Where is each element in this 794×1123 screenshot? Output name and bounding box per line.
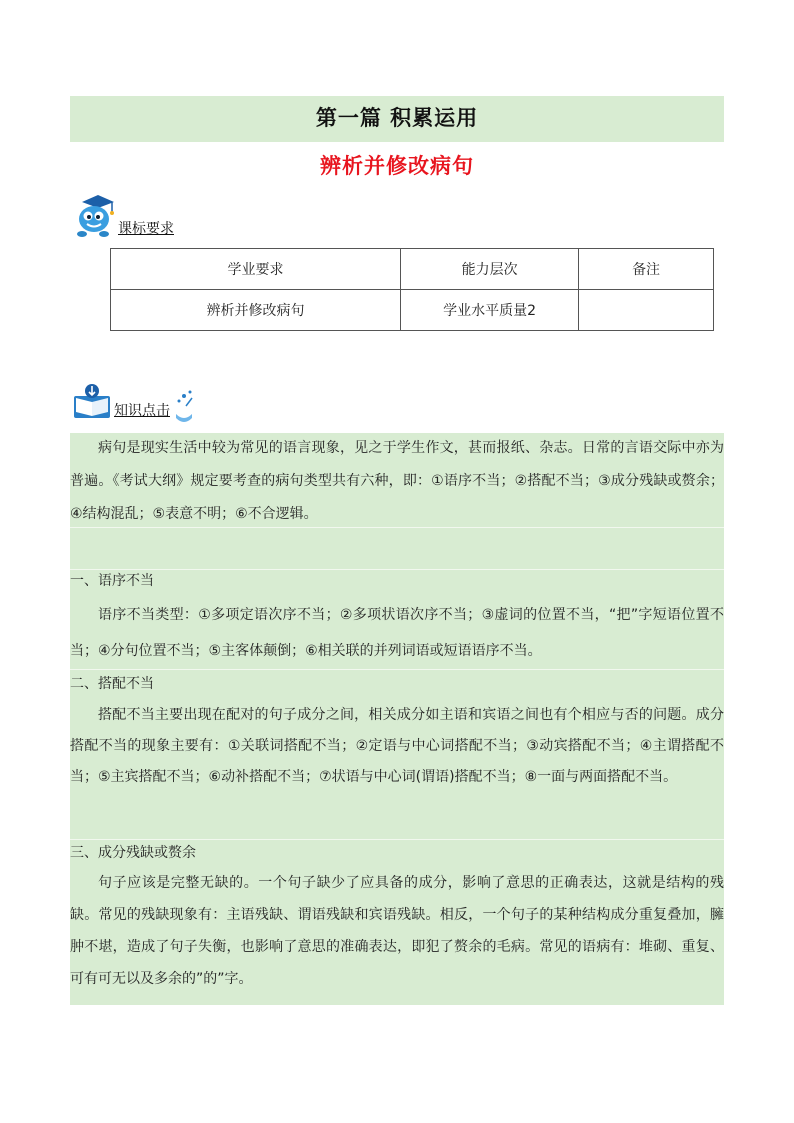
section-heading: 三、成分残缺或赘余 [70,845,196,861]
sparkle-icon [172,388,196,422]
mascot-icon [72,192,116,240]
table-header-row [111,249,714,290]
section-body: 句子应该是完整无缺的。一个句子缺少了应具备的成分，影响了意思的正确表达，这就是结构的残缺。常见的残缺现象有：主语残缺、谓语残缺和宾语残缺。相反，一个句子的某种结构成分重复叠加，臃肿不堪，造成了句子失衡，也影响了意思的准确表达，即犯了赘余的毛病。常见的语病有：堆砌、重复、可有可无以及多余的”的”字。 [70,875,724,987]
page-title: 第一篇 积累运用 [315,106,479,130]
table-cell [579,290,714,331]
book-icon [72,382,112,422]
document-subtitle: 辨析并修改病句 [320,154,474,178]
knowledge-section-header [72,382,196,422]
knowledge-label: 知识点击 [114,403,170,419]
requirements-label: 课标要求 [118,221,174,237]
table-header-cell: 备注 [579,249,714,290]
table-cell: 学业水平质量2 [401,290,579,331]
table-header-cell: 学业要求 [111,249,401,290]
requirements-section-header [72,192,174,240]
divider [70,839,724,840]
section-body: 搭配不当主要出现在配对的句子成分之间，相关成分如主语和宾语之间也有个相应与否的问题。成分搭配不当的现象主要有：①关联词搭配不当；②定语与中心词搭配不当；③动宾搭配不当；④主谓搭配不当；⑤主宾搭配不当；⑥动补搭配不当；⑦状语与中心词(谓语)搭配不当；⑧一面与两面搭配不当。 [70,707,724,785]
divider [70,669,724,670]
section-heading: 二、搭配不当 [70,676,154,692]
table-cell: 辨析并修改病句 [111,290,401,331]
divider [70,569,724,570]
section-heading: 一、语序不当 [70,573,154,589]
table-row [111,290,714,331]
intro-paragraph: 病句是现实生活中较为常见的语言现象，见之于学生作文，甚而报纸、杂志。日常的言语交际中亦为普遍。《考试大纲》规定要考查的病句类型共有六种，即：①语序不当；②搭配不当；③成分残缺或赘余；④结构混乱；⑤表意不明；⑥不合逻辑。 [70,440,724,522]
section-body: 语序不当类型：①多项定语次序不当；②多项状语次序不当；③虚词的位置不当，“把”字短语位置不当；④分句位置不当；⑤主客体颠倒；⑥相关联的并列词语或短语语序不当。 [70,607,724,659]
header-band [70,96,724,142]
requirements-table [110,248,714,331]
table-header-cell: 能力层次 [401,249,579,290]
